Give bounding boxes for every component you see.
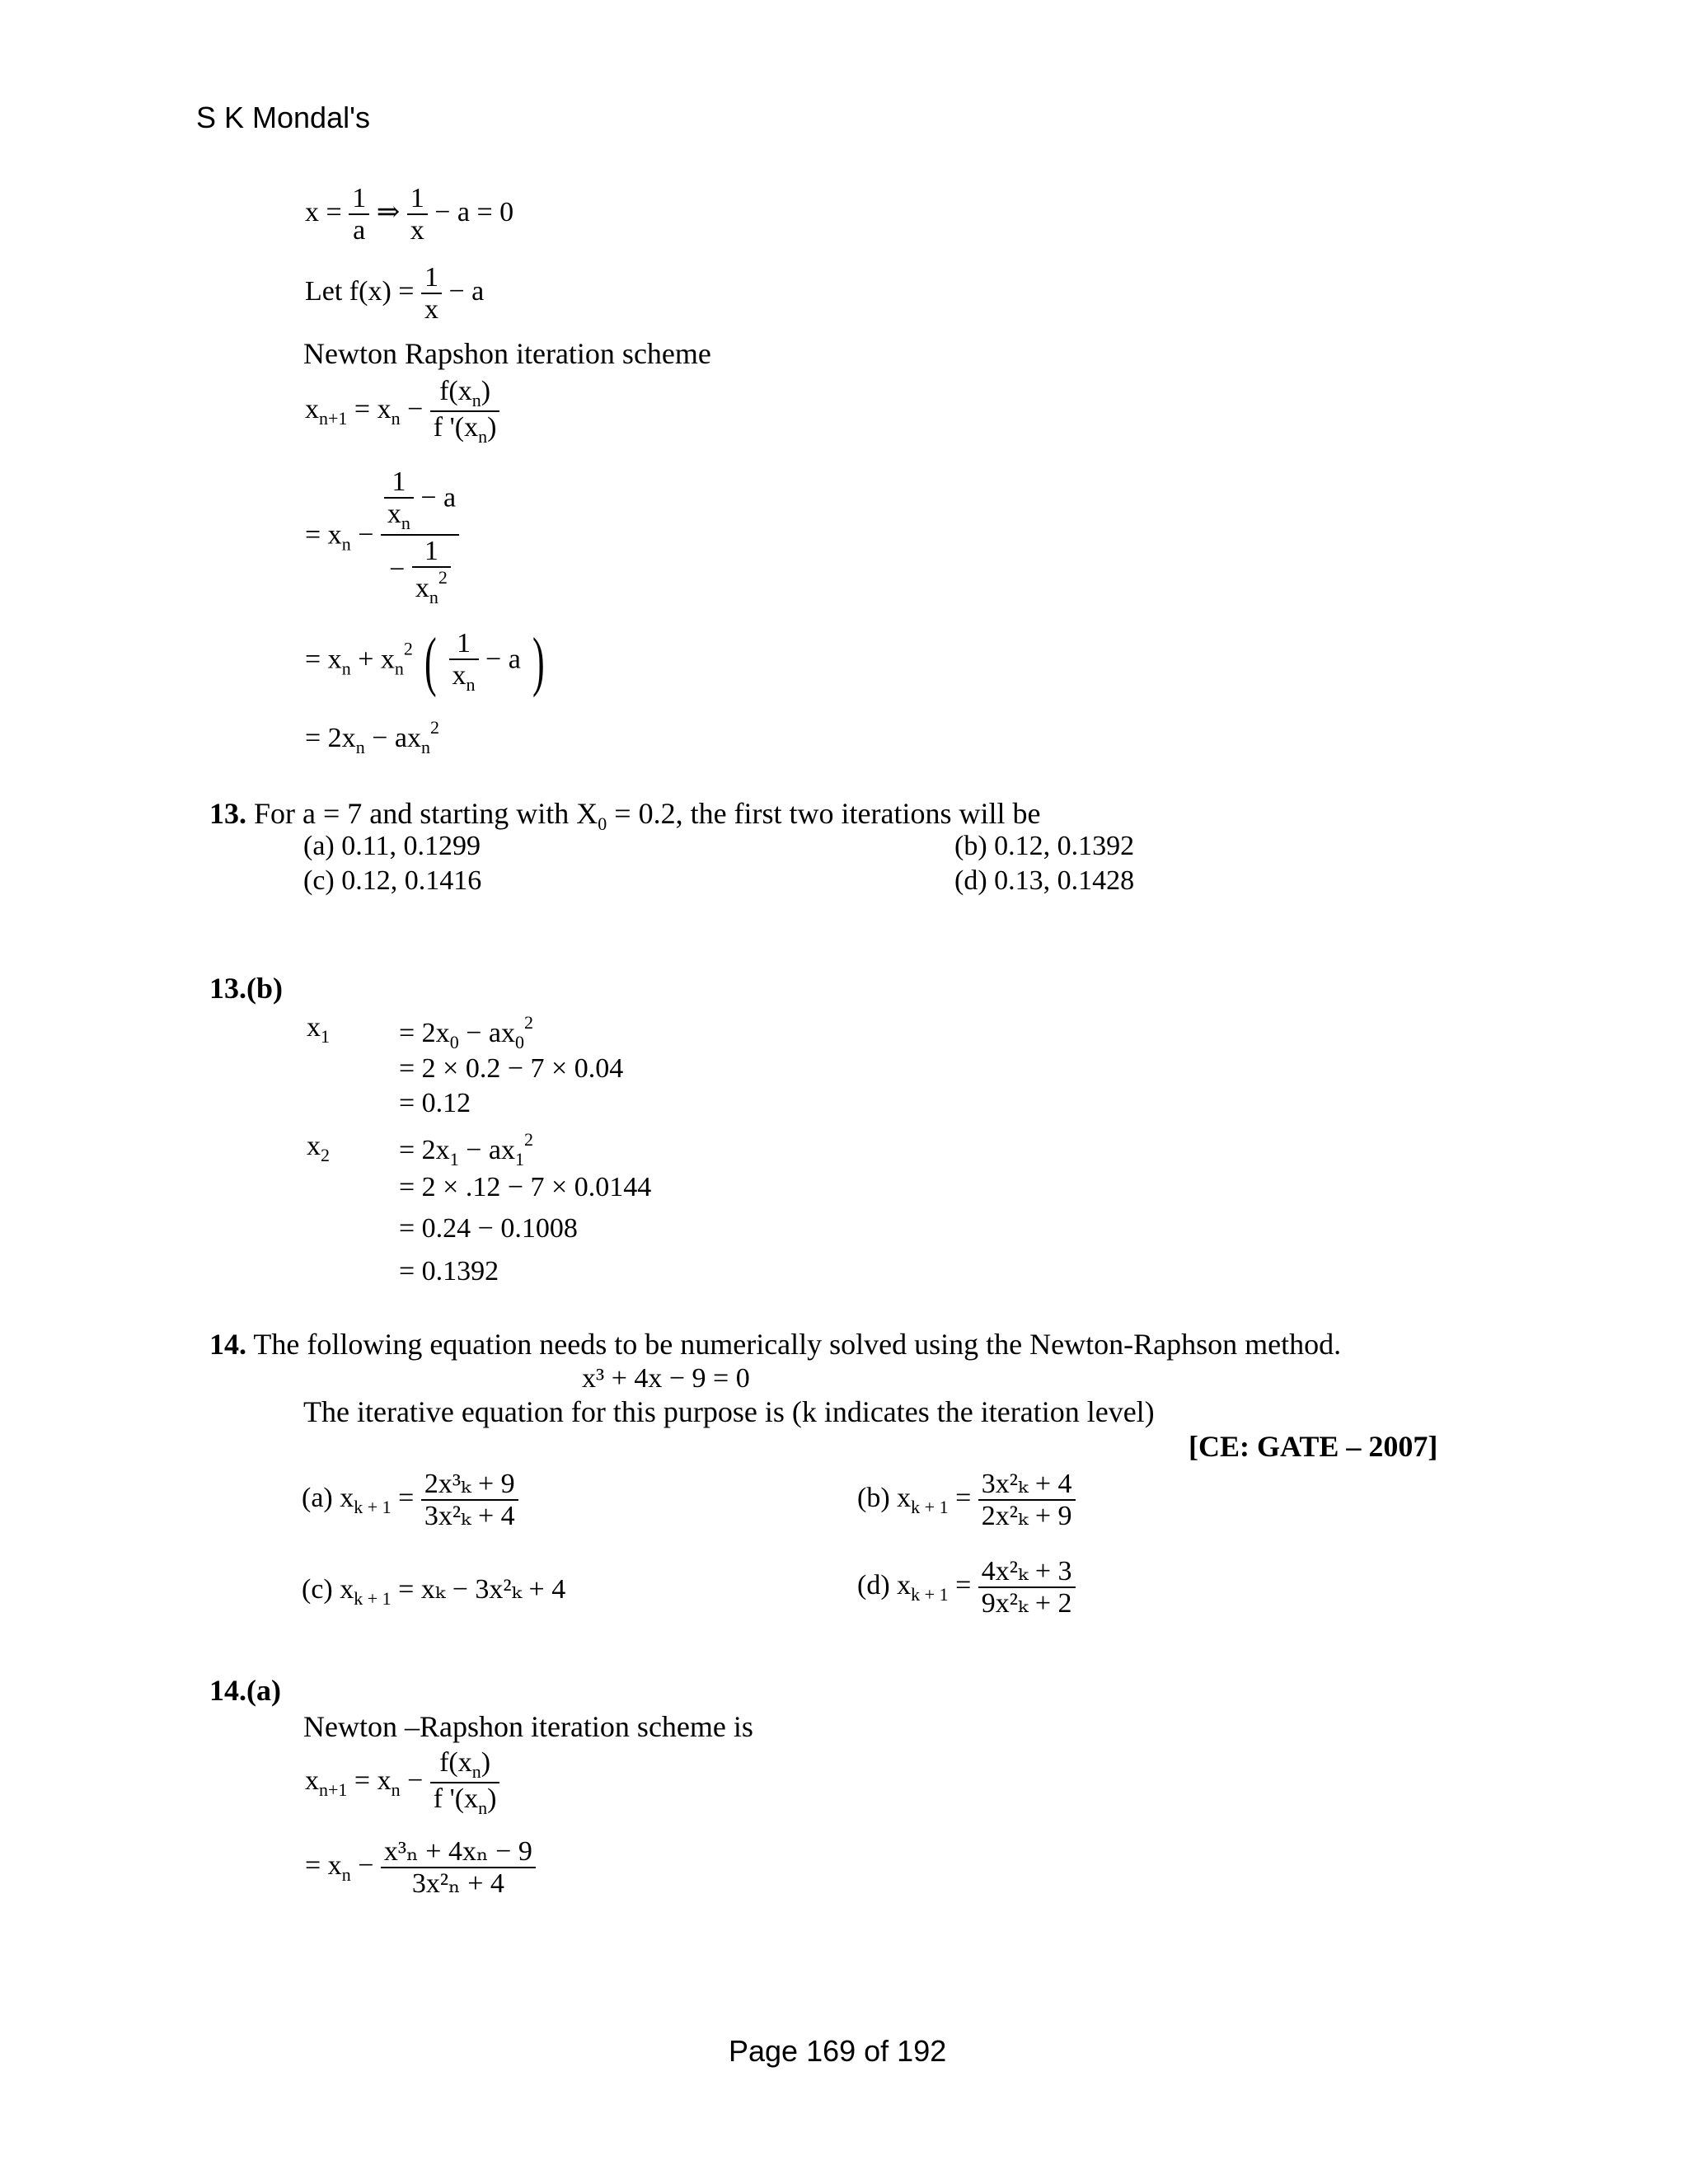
text-eq-x: = x xyxy=(305,519,342,551)
frac-1-over-xn xyxy=(449,628,479,696)
frac-num: 1 xyxy=(384,466,414,499)
sub: n xyxy=(471,1761,481,1782)
a13-line1 xyxy=(399,1012,533,1053)
a13-line6: = 0.24 − 0.1008 xyxy=(399,1213,578,1244)
t: ) xyxy=(481,1747,491,1778)
option-13b: (b) 0.12, 0.1392 xyxy=(954,831,1135,861)
sup: 2 xyxy=(438,566,448,588)
minus: − xyxy=(407,393,424,424)
frac-num: 1 xyxy=(407,183,428,215)
frac-num: 3x²ₖ + 4 xyxy=(978,1469,1076,1501)
t: x xyxy=(452,660,467,691)
frac xyxy=(381,1836,536,1900)
question-text: The following equation needs to be numerically solved using the Newton-Raphson method. xyxy=(253,1328,1342,1361)
sub: 1 xyxy=(514,1149,524,1169)
text-minus-a: − a xyxy=(485,644,521,675)
sup: 2 xyxy=(523,1129,533,1150)
sub: n xyxy=(391,407,401,429)
t: = 2x xyxy=(399,1018,450,1048)
frac xyxy=(978,1469,1076,1532)
sub: k + 1 xyxy=(911,1584,949,1605)
sub: n xyxy=(478,426,488,448)
frac-num xyxy=(430,1747,500,1783)
sub: 2 xyxy=(321,1145,330,1165)
t: (d) x xyxy=(857,1570,912,1601)
text-eq-x: = x xyxy=(305,644,342,675)
answer-13-label xyxy=(209,971,283,1005)
frac-den: a xyxy=(353,215,366,246)
frac-den xyxy=(384,499,414,533)
sub: 0 xyxy=(514,1032,524,1052)
frac-den xyxy=(430,1783,500,1818)
sub: n xyxy=(429,586,438,607)
option-13d: (d) 0.13, 0.1428 xyxy=(954,865,1135,896)
frac-num: x³ₙ + 4xₙ − 9 xyxy=(381,1836,536,1868)
option-14d xyxy=(857,1556,1076,1619)
sub: 1 xyxy=(449,1149,459,1169)
a13-line3: = 0.12 xyxy=(399,1088,471,1118)
t: = x xyxy=(354,1765,392,1796)
t: = x xyxy=(305,1850,342,1882)
sub: 1 xyxy=(321,1026,330,1047)
eq-step3 xyxy=(305,717,439,758)
text-eq-x: = x xyxy=(354,393,392,424)
question-number: 14. xyxy=(209,1328,246,1361)
eq-newton-formula xyxy=(305,376,499,447)
frac-den xyxy=(412,568,451,607)
frac-num xyxy=(381,466,459,536)
var-x: x xyxy=(305,393,319,424)
q14-text2: The iterative equation for this purpose is (k indicates the iteration level) xyxy=(303,1395,1155,1428)
frac-den: 3x²ₖ + 4 xyxy=(424,1501,515,1532)
q14-source: [CE: GATE – 2007] xyxy=(1189,1430,1438,1463)
sup: 2 xyxy=(523,1012,533,1033)
option-13a: (a) 0.11, 0.1299 xyxy=(303,831,481,861)
sub: n xyxy=(391,1779,401,1800)
option-14c xyxy=(302,1572,565,1610)
implies-symbol: ⇒ xyxy=(376,197,401,228)
scheme-title: Newton Rapshon iteration scheme xyxy=(303,337,711,370)
frac-den xyxy=(449,660,479,695)
frac-den: 9x²ₖ + 2 xyxy=(981,1588,1072,1619)
t: (c) x xyxy=(302,1574,354,1605)
t: x xyxy=(415,572,429,603)
sub: 0 xyxy=(598,813,607,834)
t: f(x xyxy=(439,1747,472,1778)
a14-formula xyxy=(305,1747,499,1818)
sub: n xyxy=(355,737,365,757)
sup: 2 xyxy=(429,717,439,738)
sub: n xyxy=(341,533,351,555)
text-plus-x: + x xyxy=(358,644,395,675)
sub: n+1 xyxy=(319,1779,348,1800)
eq-step1 xyxy=(305,466,459,607)
a13-line4 xyxy=(399,1129,533,1170)
text-minus-a: − a xyxy=(448,276,485,307)
t: = xyxy=(955,1570,972,1601)
a14-line2 xyxy=(305,1836,536,1900)
t: f '(x xyxy=(433,1783,479,1815)
minus: − xyxy=(358,1850,374,1882)
sub: k + 1 xyxy=(911,1497,949,1518)
t: (b) x xyxy=(857,1483,912,1514)
text-minus-a: − a xyxy=(420,482,457,513)
header-author: S K Mondal's xyxy=(196,101,370,134)
frac-den xyxy=(381,536,459,608)
frac-1-over-xn2 xyxy=(412,536,451,608)
frac-num: 2x³ₖ + 9 xyxy=(421,1469,518,1501)
frac-num: 4x²ₖ + 3 xyxy=(978,1556,1076,1588)
t: f(x xyxy=(439,376,472,406)
sub: n+1 xyxy=(319,407,348,429)
frac-big xyxy=(381,466,459,607)
t: x xyxy=(307,1131,321,1161)
frac-1-over-x xyxy=(421,262,442,326)
t: − ax xyxy=(466,1135,515,1165)
frac-num: 1 xyxy=(449,628,479,660)
frac-1-over-a xyxy=(349,183,369,246)
answer-label: 13.(b) xyxy=(209,972,283,1005)
frac-den: x xyxy=(424,294,438,326)
option-14a xyxy=(302,1469,518,1532)
eq-x-equals-1-over-a xyxy=(305,183,513,246)
t: f '(x xyxy=(433,412,479,443)
question-text: For a = 7 and starting with X xyxy=(254,797,598,830)
paren-open: ( xyxy=(424,625,438,698)
text-x-eq: x = xyxy=(305,197,342,228)
t: x xyxy=(387,499,401,530)
question-14 xyxy=(209,1327,1341,1361)
t: (a) x xyxy=(302,1483,354,1514)
sub: n xyxy=(341,658,351,679)
text-minus-a: − a = 0 xyxy=(434,197,514,228)
sub: k + 1 xyxy=(354,1588,392,1609)
t: x xyxy=(307,1012,321,1043)
frac-num: 1 xyxy=(421,262,442,294)
sup: 2 xyxy=(403,638,413,659)
sub: n xyxy=(478,1797,488,1819)
t: − ax xyxy=(466,1018,515,1048)
option-13c: (c) 0.12, 0.1416 xyxy=(303,865,482,896)
a13-line7: = 0.1392 xyxy=(399,1256,499,1286)
t: = xₖ − 3x²ₖ + 4 xyxy=(398,1574,566,1605)
sub: n xyxy=(394,658,404,679)
frac-num: 1 xyxy=(349,183,369,215)
sub: n xyxy=(401,513,410,534)
frac xyxy=(978,1556,1076,1619)
a13-line2: = 2 × 0.2 − 7 × 0.04 xyxy=(399,1053,624,1084)
answer-14-label xyxy=(209,1673,281,1708)
t: = 2x xyxy=(399,1135,450,1165)
frac-1-over-xn xyxy=(384,466,414,534)
frac-den: 2x²ₖ + 9 xyxy=(981,1501,1072,1532)
t: x xyxy=(305,1765,319,1796)
var-x2 xyxy=(307,1131,330,1166)
frac-1-over-x xyxy=(407,183,428,246)
text: − ax xyxy=(372,723,421,753)
option-14b xyxy=(857,1469,1076,1532)
page-number: Page 169 of 192 xyxy=(729,2034,947,2068)
minus: − xyxy=(407,1765,424,1796)
frac xyxy=(421,1469,518,1532)
t: ) xyxy=(481,376,491,406)
q14-equation: x³ + 4x − 9 = 0 xyxy=(582,1363,750,1394)
var-x1 xyxy=(307,1012,330,1047)
frac-den xyxy=(430,412,500,447)
text: = 2x xyxy=(305,723,356,753)
sub: n xyxy=(471,390,481,410)
minus: − xyxy=(358,519,374,551)
sub: n xyxy=(420,737,430,757)
t: = xyxy=(398,1483,415,1514)
eq-step2 xyxy=(305,625,550,698)
question-text-rest: = 0.2, the first two iterations will be xyxy=(614,797,1041,830)
frac-num xyxy=(430,376,500,412)
text-let-f: Let f(x) = xyxy=(305,276,415,307)
a13-line5: = 2 × .12 − 7 × 0.0144 xyxy=(399,1172,652,1202)
question-13 xyxy=(209,796,1040,835)
minus: − xyxy=(389,554,406,585)
sub: k + 1 xyxy=(354,1497,392,1518)
t: = xyxy=(955,1483,972,1514)
frac-den: x xyxy=(410,215,424,246)
sub: n xyxy=(466,674,476,696)
answer-label: 14.(a) xyxy=(209,1674,281,1707)
sub: n xyxy=(341,1864,351,1886)
question-number: 13. xyxy=(209,797,246,830)
a14-text: Newton –Rapshon iteration scheme is xyxy=(303,1710,753,1743)
frac-num: 1 xyxy=(412,536,451,568)
paren-close: ) xyxy=(532,625,545,698)
eq-let-f xyxy=(305,262,484,326)
sub: 0 xyxy=(449,1032,459,1052)
t: ) xyxy=(487,1783,497,1815)
frac-den: 3x²ₙ + 4 xyxy=(411,1868,504,1900)
t: ) xyxy=(487,412,497,443)
frac xyxy=(430,1747,500,1818)
frac-f-over-fprime xyxy=(430,376,500,447)
